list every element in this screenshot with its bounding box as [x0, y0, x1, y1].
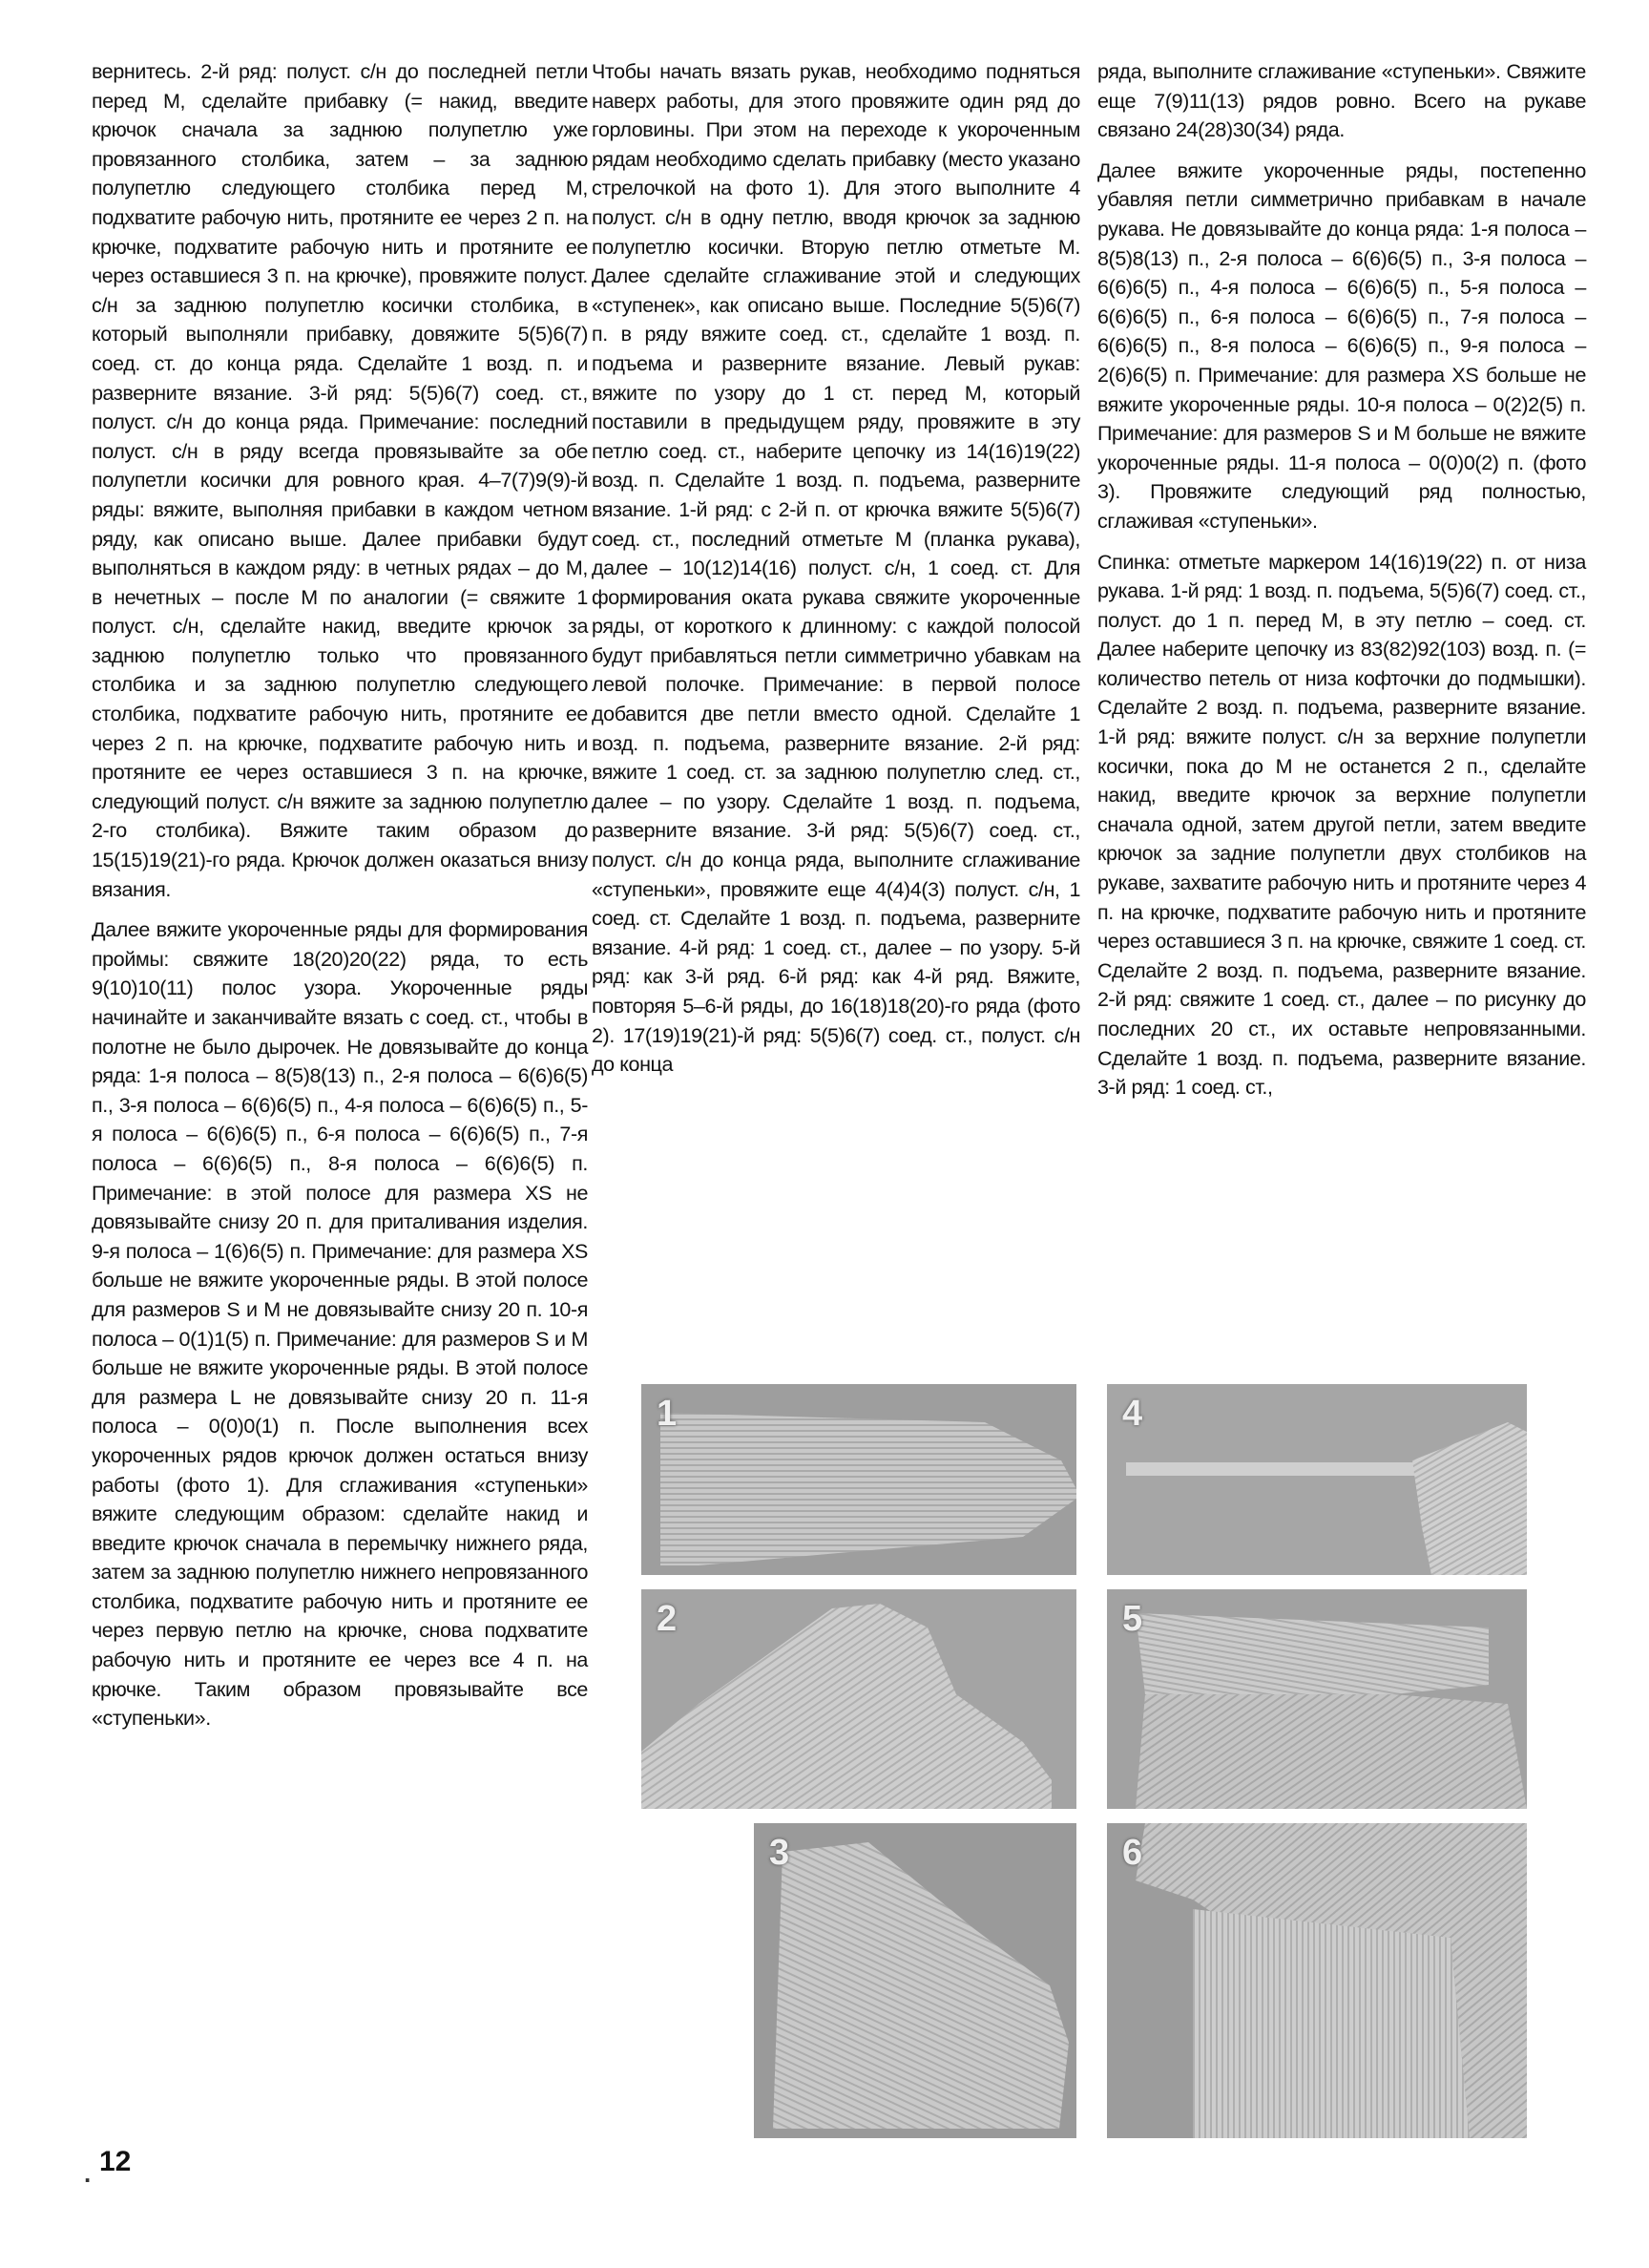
paragraph: Далее вяжите укороченные ряды для формирования проймы: свяжите 18(20)20(22) ряда, то есть 9(10)10(11) полос узора. Укороченные ряды начинайте и заканчивайте вязать с соед. ст., чтобы в полотне не было дырочек. Не довязывайте до конца ряда: 1-я полоса – 8(5)8(13) п., 2-я полоса – 6(6)6(5) п., 3-я полоса – 6(6)6(5) п., 4-я полоса – 6(6)6(5) п., 5-я полоса – 6(6)6(5) п., 6-я полоса – 6(6)6(5) п., 7-я полоса – 6(6)6(5) п., 8-я полоса – 6(6)6(5) п. Примечание: в этой полосе для размера XS не довязывайте снизу 20 п. для приталивания изделия. 9-я полоса – 1(6)6(5) п. Примечание: для размера XS больше не вяжите укороченные ряды. В этой полосе для размеров S и M не довязывайте снизу 20 п. 10-я полоса – 0(1)1(5) п. Примечание: для размеров S и M больше не вяжите укороченные ряды. В этой полосе для размера L не довязывайте снизу 20 п. 11-я полоса – 0(0)0(1) п. После выполнения всех укороченных рядов крючок должен остаться внизу работы (фото 1). Для сглаживания «ступеньки» вяжите следующим образом: сделайте накид и введите крючок сначала в перемычку нижнего ряда, затем за заднюю полупетлю нижнего непровязанного столбика, подхватите рабочую нить и протяните ее через первую петлю на крючке, снова подхватите рабочую нить и протяните ее через все 4 п. на крючке. Таким образом провязывайте все «ступеньки». — [92, 918, 588, 1731]
paragraph: вернитесь. 2-й ряд: полуст. с/н до последней петли перед М, сделайте прибавку (= накид, введите крючок сначала за заднюю полупетлю уже провязанного столбика, затем – за заднюю полупетлю следующего столбика перед М, подхватите рабочую нить, протяните ее через 2 п. на крючке, подхватите рабочую нить и протяните ее через оставшиеся 3 п. на крючке), провяжите полуст. с/н за заднюю полупетлю косички столбика, в который выполняли прибавку, довяжите 5(5)6(7) соед. ст. до конца ряда. Сделайте 1 возд. п. и разверните вязание. 3-й ряд: 5(5)6(7) соед. ст., полуст. с/н до конца ряда. Примечание: последний полуст. с/н в ряду всегда провязывайте за обе полупетли косички для ровного края. 4–7(7)9(9)-й ряды: вяжите, выполняя прибавки в каждом четном ряду, как описано выше. Далее прибавки будут выполняться в каждом ряду: в четных рядах – до М, в нечетных – после М по аналогии (= свяжите 1 полуст. с/н, сделайте накид, введите крючок за заднюю полупетлю только что провязанного столбика и за заднюю полупетлю следующего столбика, подхватите рабочую нить, протяните ее через 2 п. на крючке, подхватите рабочую нить и протяните ее через оставшиеся 3 п. на крючке, следующий полуст. с/н вяжите за заднюю полупетлю 2-го столбика). Вяжите таким образом до 15(15)19(21)-го ряда. Крючок должен оказаться внизу вязания. — [92, 60, 588, 901]
page-number: 12 — [99, 2146, 132, 2177]
text-column-2 — [592, 57, 1080, 1091]
knit-sleeve-graphic — [1107, 1589, 1527, 1809]
knit-sleeve-graphic — [1107, 1384, 1527, 1575]
photo-5 — [1107, 1589, 1527, 1809]
paragraph: Далее вяжите укороченные ряды, постепенно убавляя петли симметрично прибавкам в начале рукава. Не довязывайте до конца ряда: 1-я полоса – 8(5)8(13) п., 2-я полоса – 6(6)6(5) п., 3-я полоса – 6(6)6(5) п., 4-я полоса – 6(6)6(5) п., 5-я полоса – 6(6)6(5) п., 6-я полоса – 6(6)6(5) п., 7-я полоса – 6(6)6(5) п., 8-я полоса – 6(6)6(5) п., 9-я полоса – 2(6)6(5) п. Примечание: для размера XS больше не вяжите укороченные ряды. 10-я полоса – 0(2)2(5) п. Примечание: для размеров S и M больше не вяжите укороченные ряды. 11-я полоса – 0(0)0(2) п. (фото 3). Провяжите следующий ряд полностью, сглаживая «ступеньки». — [1097, 158, 1586, 533]
photo-number: 3 — [769, 1833, 790, 1873]
photo-3 — [754, 1823, 1076, 2138]
paragraph: Чтобы начать вязать рукав, необходимо подняться наверх работы, для этого провяжите один ряд до горловины. При этом на переходе к укороченным рядам необходимо сделать прибавку (место указано стрелочкой на фото 1). Для этого выполните 4 полуст. с/н в одну петлю, вводя крючок за заднюю полупетлю косички. Вторую петлю отметьте М. Далее сделайте сглаживание этой и следующих «ступенек», как описано выше. Последние 5(5)6(7) п. в ряду вяжите соед. ст., сделайте 1 возд. п. подъема и разверните вязание. Левый рукав: вяжите по узору до 1 ст. перед М, который поставили в предыдущем ряду, провяжите в эту петлю соед. ст., наберите цепочку из 14(16)19(22) возд. п. Сделайте 1 возд. п. подъема, разверните вязание. 1-й ряд: с 2-й п. от крючка вяжите 5(5)6(7) соед. ст., последний отметьте М (планка рукава), далее – 10(12)14(16) полуст. с/н, 1 соед. ст. Для формирования оката рукава свяжите укороченные ряды, от короткого к длинному: с каждой полосой будут прибавляться петли симметрично убавкам на левой полочке. Примечание: в первой полосе добавится две петли вместо одной. Сделайте 1 возд. п. подъема, разверните вязание. 2-й ряд: вяжите 1 соед. ст. за заднюю полупетлю след. ст., далее – по узору. Сделайте 1 возд. п. подъема, разверните вязание. 3-й ряд: 5(5)6(7) соед. ст., полуст. с/н до конца ряда, выполните сглаживание «ступеньки», провяжите еще 4(4)4(3) полуст. с/н, 1 соед. ст. Сделайте 1 возд. п. подъема, разверните вязание. 4-й ряд: 1 соед. ст., далее – по узору. 5-й ряд: как 3-й ряд. 6-й ряд: как 4-й ряд. Вяжите, повторяя 5–6-й ряды, до 16(18)18(20)-го ряда (фото 2). 17(19)19(21)-й ряд: 5(5)6(7) соед. ст., полуст. с/н до конца — [592, 60, 1080, 1077]
photo-number: 1 — [657, 1394, 678, 1434]
photo-2 — [641, 1589, 1076, 1809]
text-column-3 — [1097, 57, 1586, 1114]
knit-sleeve-graphic — [641, 1384, 1076, 1575]
knit-sleeve-graphic — [754, 1823, 1076, 2138]
photo-number: 4 — [1122, 1394, 1143, 1434]
knit-sleeve-graphic — [641, 1589, 1076, 1809]
photo-4 — [1107, 1384, 1527, 1575]
paragraph: ряда, выполните сглаживание «ступеньки». Свяжите еще 7(9)11(13) рядов ровно. Всего на рукаве связано 24(28)30(34) ряда. — [1097, 60, 1586, 142]
photo-number: 5 — [1122, 1599, 1143, 1639]
page-mark: . — [84, 2159, 92, 2188]
photo-1 — [641, 1384, 1076, 1575]
photo-6 — [1107, 1823, 1527, 2138]
paragraph: Спинка: отметьте маркером 14(16)19(22) п. от низа рукава. 1-й ряд: 1 возд. п. подъема, 5(5)6(7) соед. ст., полуст. до 1 п. перед М, в эту петлю – соед. ст. Далее наберите цепочку из 83(82)92(103) возд. п. (= количество петель от низа кофточки до подмышки). Сделайте 2 возд. п. подъема, разверните вязание. 1-й ряд: вяжите полуст. с/н за верхние полупетли косички, пока до М не останется 2 п., сделайте накид, введите крючок за верхние полупетли сначала одной, затем другой петли, затем введите крючок за задние полупетли двух столбиков на рукаве, захватите рабочую нить и протяните через 4 п. на крючке, подхватите рабочую нить и протяните через оставшиеся 3 п. на крючке, свяжите 1 соед. ст. Сделайте 2 возд. п. подъема, разверните вязание. 2-й ряд: свяжите 1 соед. ст., далее – по рисунку до последних 20 ст., их оставьте непровязанными. Сделайте 1 возд. п. подъема, разверните вязание. 3-й ряд: 1 соед. ст., — [1097, 550, 1586, 1100]
text-column-1 — [92, 57, 588, 1745]
photo-number: 6 — [1122, 1833, 1143, 1873]
knit-sleeve-graphic — [1107, 1823, 1527, 2138]
photo-number: 2 — [657, 1599, 678, 1639]
